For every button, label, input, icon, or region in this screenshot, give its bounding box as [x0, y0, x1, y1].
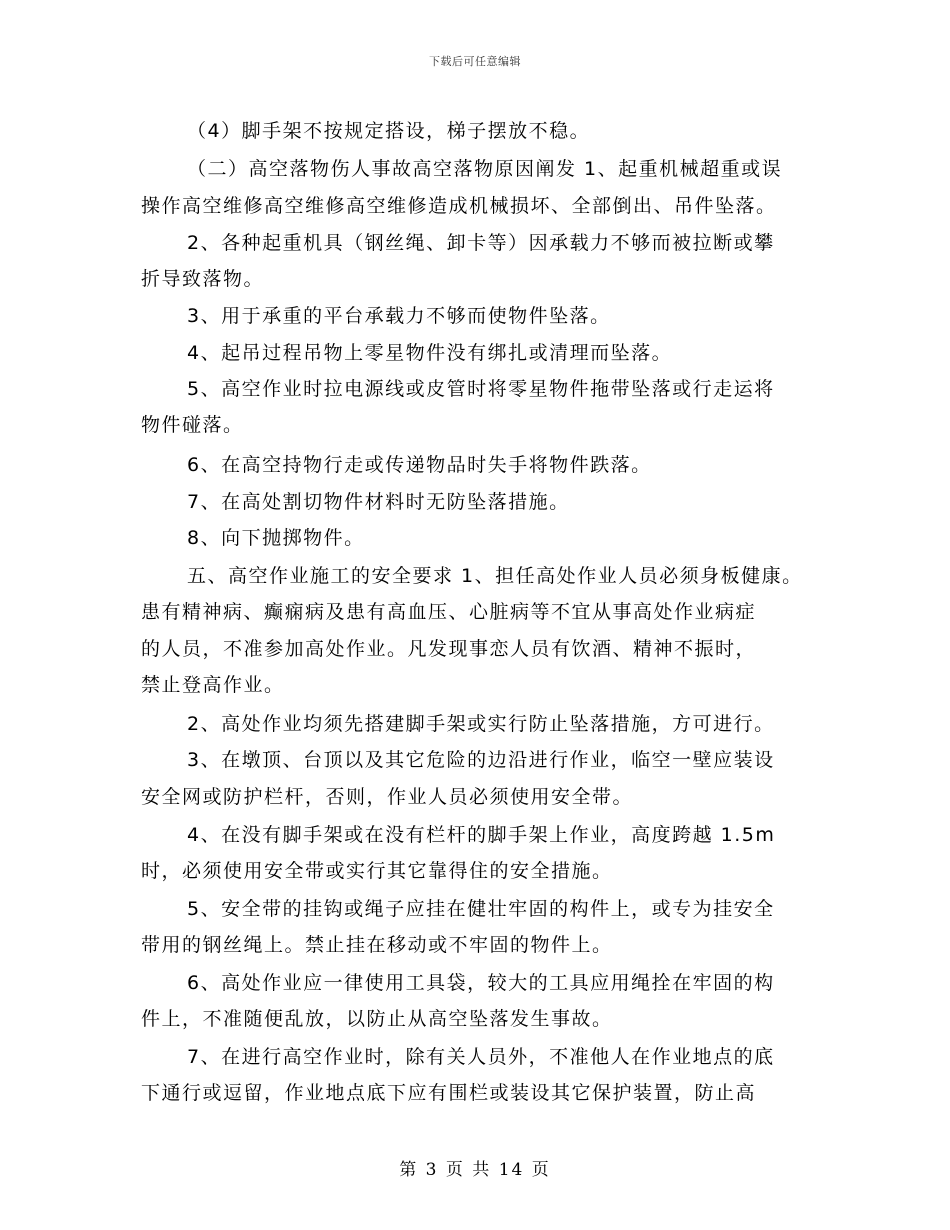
paragraph-line: （4）脚手架不按规定搭设，梯子摆放不稳。	[187, 120, 591, 142]
paragraph-line: 操作高空维修高空维修高空维修造成机械损坏、全部倒出、吊件坠落。	[141, 195, 777, 217]
paragraph-line: 3、在墩顶、台顶以及其它危险的边沿进行作业，临空一壁应装设	[187, 749, 775, 771]
paragraph-line: 7、在高处割切物件材料时无防坠落措施。	[187, 491, 570, 513]
paragraph-line: 折导致落物。	[141, 268, 265, 290]
paragraph-line: 物件碰落。	[141, 414, 244, 436]
paragraph-line: 的人员，不准参加高处作业。凡发现事恋人员有饮酒、精神不振时，	[141, 638, 757, 660]
page-number-footer: 第 3 页 共 14 页	[399, 1160, 551, 1180]
paragraph-line: 5、高空作业时拉电源线或皮管时将零星物件拖带坠落或行走运将	[187, 378, 775, 400]
paragraph-line: 6、高处作业应一律使用工具袋，较大的工具应用绳拴在牢固的构	[187, 972, 775, 994]
paragraph-line: 安全网或防护栏杆，否则，作业人员必须使用安全带。	[141, 786, 634, 808]
paragraph-line: 带用的钢丝绳上。禁止挂在移动或不牢固的物件上。	[141, 934, 613, 956]
paragraph-line: 4、起吊过程吊物上零星物件没有绑扎或清理而坠落。	[187, 342, 673, 364]
paragraph-line: 下通行或逗留，作业地点底下应有围栏或装设其它保护装置，防止高	[141, 1082, 757, 1104]
paragraph-line: 时，必须使用安全带或实行其它靠得住的安全措施。	[141, 860, 613, 882]
paragraph-line: 件上，不准随便乱放，以防止从高空坠落发生事故。	[141, 1008, 613, 1030]
paragraph-line: 五、高空作业施工的安全要求 1、担任高处作业人员必须身板健康。	[187, 565, 803, 587]
paragraph-line: （二）高空落物伤人事故高空落物原因阐发 1、起重机械超重或误	[187, 158, 783, 180]
paragraph-line: 患有精神病、癫痫病及患有高血压、心脏病等不宜从事高处作业病症	[141, 601, 757, 623]
paragraph-line: 3、用于承重的平台承载力不够而使物件坠落。	[187, 305, 611, 327]
paragraph-line: 6、在高空持物行走或传递物品时失手将物件跌落。	[187, 454, 652, 476]
paragraph-line: 7、在进行高空作业时，除有关人员外，不准他人在作业地点的底	[187, 1046, 775, 1068]
paragraph-line: 禁止登高作业。	[141, 674, 285, 696]
header-note: 下载后可任意编辑	[429, 55, 521, 68]
paragraph-line: 2、各种起重机具（钢丝绳、卸卡等）因承载力不够而被拉断或攀	[187, 232, 775, 254]
paragraph-line: 5、安全带的挂钩或绳子应挂在健壮牢固的构件上，或专为挂安全	[187, 898, 775, 920]
paragraph-line: 4、在没有脚手架或在没有栏杆的脚手架上作业，高度跨越 1.5m	[187, 824, 776, 846]
paragraph-line: 2、高处作业均须先搭建脚手架或实行防止坠落措施，方可进行。	[187, 713, 775, 735]
paragraph-line: 8、向下抛掷物件。	[187, 527, 365, 549]
